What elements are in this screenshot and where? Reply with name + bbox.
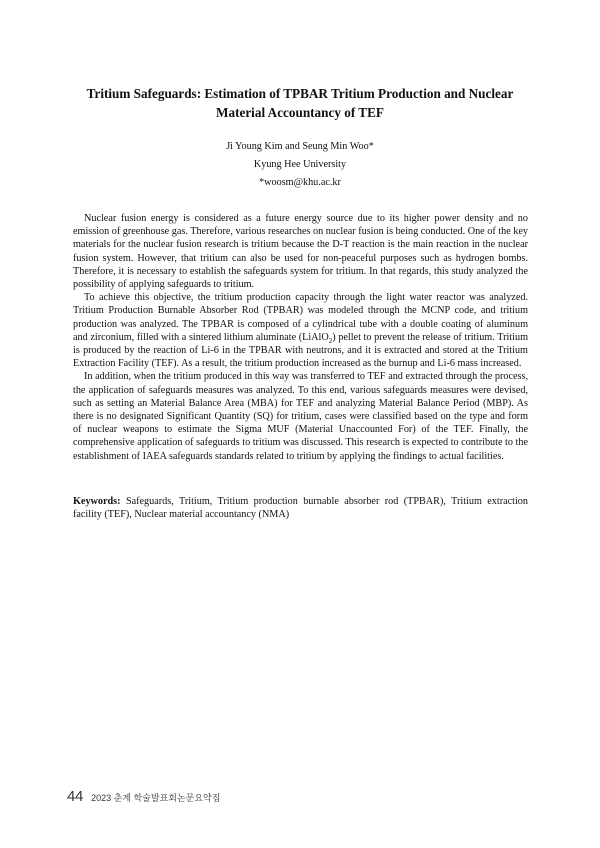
affiliation-line: Kyung Hee University [253, 159, 347, 170]
abstract-paragraph-2 [73, 291, 528, 370]
abstract-paragraph-2-part-a: To achieve this objective, the tritium production capacity through the light water reactor was analyzed. Tritium Production Burnable Absorber Rod (TPBAR) was modeled through the MCNP code, and tritium production was analyzed. The TPBAR is composed of a cylindrical tube with a double coating of aluminum and zirconium, filled with a sintered lithium aluminate (LiAlO [73, 292, 528, 343]
page-number: 44 [67, 788, 84, 805]
email-line: *woosm@khu.ac.kr [259, 177, 341, 188]
abstract-paragraph-2-part-b: ) pellet to prevent the release of tritium. Tritium is produced by the reaction of Li-6 in the TPBAR with neutrons, and it is extracted and stored at the Tritium Extraction Facility (TEF). As a result, the tritium production increased as the burnup and Li-6 mass increased. [73, 331, 528, 370]
keywords-text: Safeguards, Tritium, Tritium production burnable absorber rod (TPBAR), Tritium extraction facility (TEF), Nuclear material accountancy (NMA) [73, 496, 528, 521]
abstract-paragraph-1: Nuclear fusion energy is considered as a future energy source due to its higher power density and no emission of greenhouse gas. Therefore, various researches on nuclear fusion is being conducted. One of the key materials for the nuclear fusion research is tritium because the D-T reaction is the main reaction in the nuclear fusion system. However, that tritium can also be used for non-peaceful purposes such as hydrogen bombs. Therefore, it is necessary to establish the safeguards system for tritium. In that regards, this study analyzed the possibility of applying safeguards to tritium. [73, 213, 528, 291]
keywords-section [73, 495, 528, 521]
abstract-body [73, 212, 528, 463]
keywords-label: Keywords: [73, 496, 121, 507]
abstract-paragraph-3: In addition, when the tritium produced in this way was transferred to TEF and extracted through the process, the application of safeguards measures was analyzed. To this end, various safeguards measures were devised, such as setting an Material Balance Area (MBA) for TEF and analyzing Material Balance Period (MBP). As there is no designated Significant Quantity (SQ) for tritium, cases were classified based on the type and form of nuclear weapons to estimate the Sigma MUF (Material Unaccounted For) of the TEF. Finally, the comprehensive application of safeguards to tritium was discussed. This research is expected to contribute to the establishment of IAEA safeguards standards related to tritium by applying the findings to actual facilities. [73, 371, 528, 462]
chemical-subscript: 2 [328, 336, 333, 345]
authors-line: Ji Young Kim and Seung Min Woo* [226, 141, 374, 152]
publication-title: 2023 춘계 학술발표회논문요약집 [91, 793, 221, 803]
page-footer [67, 788, 220, 808]
paper-title: Tritium Safeguards: Estimation of TPBAR Tritium Production and Nuclear Material Accountancy of TEF [86, 86, 514, 120]
